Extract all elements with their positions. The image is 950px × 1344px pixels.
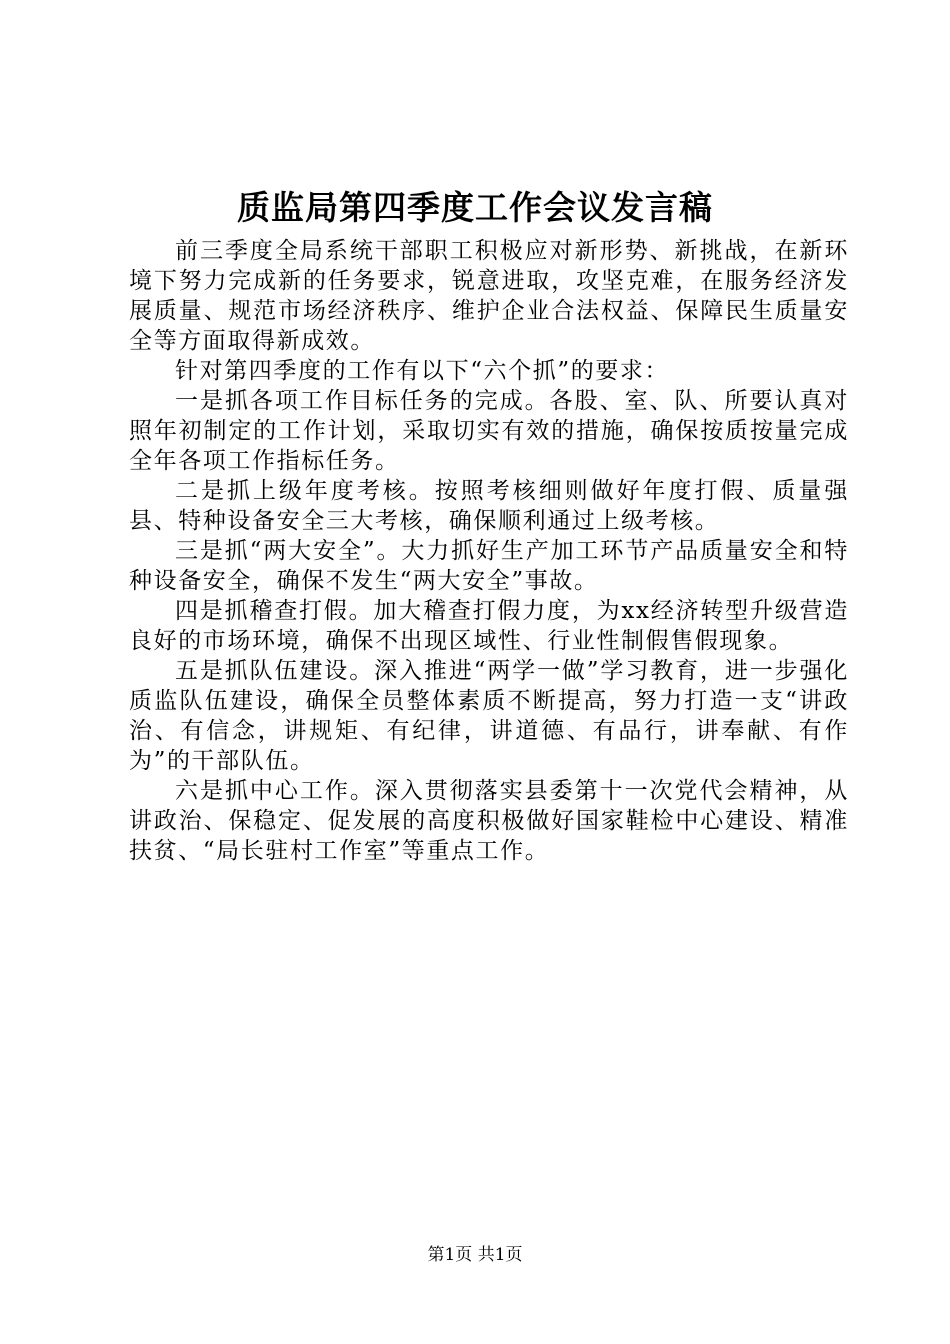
paragraph-intro: 前三季度全局系统干部职工积极应对新形势、新挑战，在新环境下努力完成新的任务要求，锐意进取，攻坚克难，在服务经济发展质量、规范市场经济秩序、维护企业合法权益、保障民生质量安全等方面取得新成效。 (129, 238, 849, 354)
paragraph-item-3: 三是抓“两大安全”。大力抓好生产加工环节产品质量安全和特种设备安全，确保不发生“两大安全”事故。 (129, 538, 849, 594)
paragraph-item-5: 五是抓队伍建设。深入推进“两学一做”学习教育，进一步强化质监队伍建设，确保全员整体素质不断提高，努力打造一支“讲政治、有信念，讲规矩、有纪律，讲道德、有品行，讲奉献、有作为”的干部队伍。 (129, 658, 849, 774)
paragraph-item-2: 二是抓上级年度考核。按照考核细则做好年度打假、质量强县、特种设备安全三大考核，确保顺利通过上级考核。 (129, 478, 849, 534)
document-title: 质监局第四季度工作会议发言稿 (237, 188, 713, 227)
paragraph-item-6: 六是抓中心工作。深入贯彻落实县委第十一次党代会精神，从讲政治、保稳定、促发展的高度积极做好国家鞋检中心建设、精准扶贫、“局长驻村工作室”等重点工作。 (129, 778, 849, 864)
document-body (129, 236, 849, 866)
paragraph-item-4: 四是抓稽查打假。加大稽查打假力度，为xx经济转型升级营造良好的市场环境，确保不出现区域性、行业性制假售假现象。 (129, 598, 849, 654)
page-footer: 第1页 共1页 (427, 1245, 523, 1265)
paragraph-requirements-lead: 针对第四季度的工作有以下“六个抓”的要求： (175, 358, 670, 384)
paragraph-item-1: 一是抓各项工作目标任务的完成。各股、室、队、所要认真对照年初制定的工作计划，采取切实有效的措施，确保按质按量完成全年各项工作指标任务。 (129, 388, 849, 474)
